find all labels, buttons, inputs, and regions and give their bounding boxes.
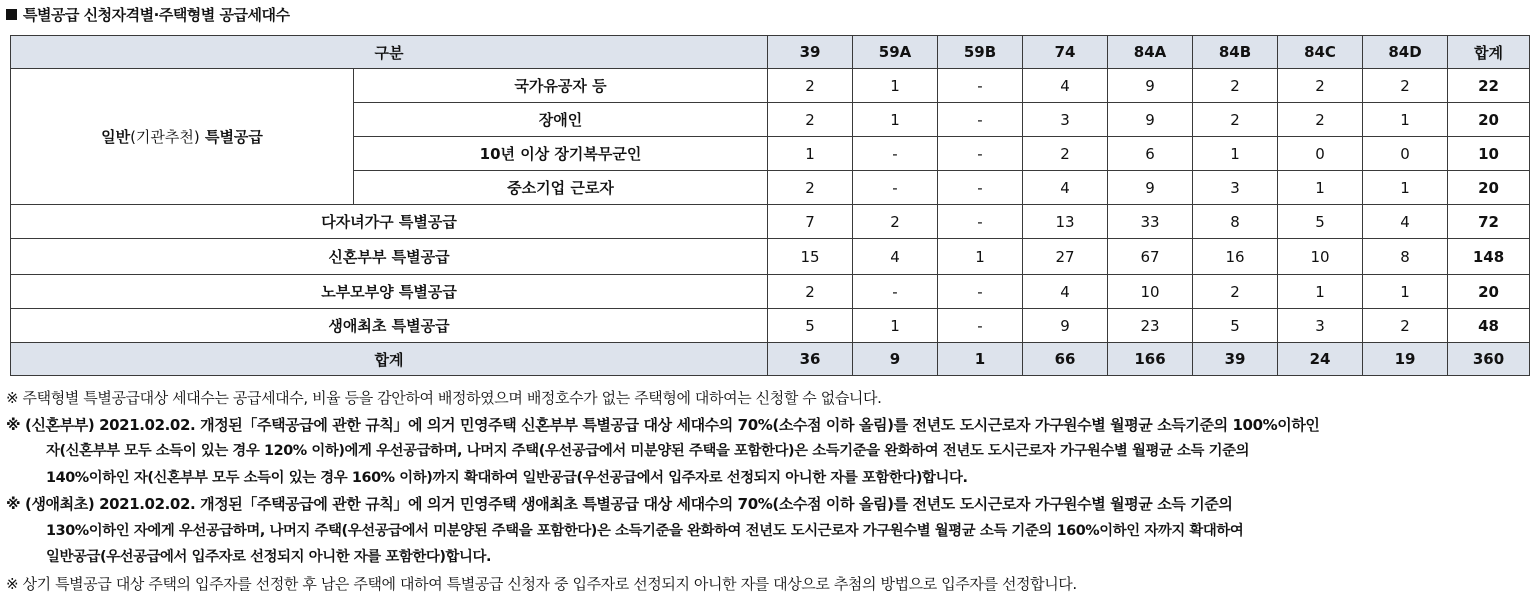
table-cell: 4 <box>1023 69 1108 103</box>
table-cell: - <box>938 171 1023 205</box>
table-cell: 3 <box>1278 309 1363 343</box>
sum-cell: 48 <box>1448 309 1530 343</box>
table-cell: 7 <box>768 205 853 239</box>
table-cell: 10 <box>1278 239 1363 275</box>
table-cell: 2 <box>1278 69 1363 103</box>
table-row <box>11 275 1530 309</box>
group-label-paren: (기관추천) <box>130 128 200 146</box>
note-line: 140%이하인 자(신혼부부 모두 소득이 있는 경우 160% 이하)까지 확대하여 일반공급(우선공급에서 입주자로 선정되지 아니한 자를 포함한다)합니다. <box>46 469 968 486</box>
note-line: ※ (신혼부부) 2021.02.02. 개정된「주택공급에 관한 규칙」에 의거 민영주택 신혼부부 특별공급 대상 세대수의 70%(소수점 이하 올림)를 전년도 도시근로자 가구원수별 월평균 소득기준의 100%이하인 <box>6 415 1320 434</box>
table-cell: 4 <box>1023 275 1108 309</box>
table-cell: 2 <box>768 103 853 137</box>
table-cell: 6 <box>1108 137 1193 171</box>
sum-cell: 10 <box>1448 137 1530 171</box>
square-bullet-icon <box>6 9 17 20</box>
header-cell: 84D <box>1363 36 1448 69</box>
header-cell: 59A <box>853 36 938 69</box>
table-cell: 2 <box>1278 103 1363 137</box>
total-cell: 1 <box>938 343 1023 376</box>
table-cell: 1 <box>853 69 938 103</box>
table-cell: - <box>853 275 938 309</box>
table-cell: 8 <box>1193 205 1278 239</box>
row-label: 중소기업 근로자 <box>354 171 768 205</box>
note-line: 자(신혼부부 모두 소득이 있는 경우 120% 이하)에게 우선공급하며, 나머지 주택(우선공급에서 미분양된 주택을 포함한다)은 소득기준을 완화하여 전년도 도시근로자 가구원수별 월평균 소득 기준의 <box>46 443 1250 459</box>
header-cell: 84A <box>1108 36 1193 69</box>
table-cell: - <box>853 171 938 205</box>
table-cell: 2 <box>1363 69 1448 103</box>
table-cell: 13 <box>1023 205 1108 239</box>
notes <box>6 385 1531 597</box>
table-cell: 2 <box>768 275 853 309</box>
table-cell: - <box>938 275 1023 309</box>
table-cell: 1 <box>1278 171 1363 205</box>
table-cell: 33 <box>1108 205 1193 239</box>
supply-table <box>10 35 1530 376</box>
table-cell: 1 <box>853 309 938 343</box>
table-cell: 2 <box>1193 69 1278 103</box>
table-cell: 0 <box>1278 137 1363 171</box>
table-header-row <box>11 36 1530 69</box>
header-cell: 59B <box>938 36 1023 69</box>
table-cell: 0 <box>1363 137 1448 171</box>
table-cell: 1 <box>1363 275 1448 309</box>
table-cell: 3 <box>1193 171 1278 205</box>
header-cell: 84B <box>1193 36 1278 69</box>
note-line: ※ 주택형별 특별공급대상 세대수는 공급세대수, 비율 등을 감안하여 배정하였으며 배정호수가 없는 주택형에 대하여는 신청할 수 없습니다. <box>6 389 882 407</box>
header-cell: 84C <box>1278 36 1363 69</box>
table-cell: 1 <box>1193 137 1278 171</box>
sum-cell: 20 <box>1448 275 1530 309</box>
header-cell: 39 <box>768 36 853 69</box>
note-line: 일반공급(우선공급에서 입주자로 선정되지 아니한 자를 포함한다)합니다. <box>46 549 492 565</box>
group-label-suffix: 특별공급 <box>199 128 263 146</box>
row-label: 생애최초 특별공급 <box>11 309 768 343</box>
table-cell: 2 <box>1023 137 1108 171</box>
table-row <box>11 239 1530 275</box>
table-cell: - <box>938 69 1023 103</box>
table-row <box>11 309 1530 343</box>
section-title-text: 특별공급 신청자격별·주택형별 공급세대수 <box>23 6 290 24</box>
table-cell: 5 <box>1278 205 1363 239</box>
table-cell: 9 <box>1108 171 1193 205</box>
table-cell: 2 <box>1193 103 1278 137</box>
sum-cell: 20 <box>1448 171 1530 205</box>
sum-cell: 148 <box>1448 239 1530 275</box>
table-cell: 8 <box>1363 239 1448 275</box>
note-line: ※ 상기 특별공급 대상 주택의 입주자를 선정한 후 남은 주택에 대하여 특별공급 신청자 중 입주자로 선정되지 아니한 자를 대상으로 추첨의 방법으로 입주자를 선정합니다. <box>6 574 1077 593</box>
table-cell: 1 <box>938 239 1023 275</box>
note-line: 130%이하인 자에게 우선공급하며, 나머지 주택(우선공급에서 미분양된 주택을 포함한다)은 소득기준을 완화하여 전년도 도시근로자 가구원수별 월평균 소득 기준의 160%이하인 자까지 확대하여 <box>46 522 1244 539</box>
note-line: ※ (생애최초) 2021.02.02. 개정된「주택공급에 관한 규칙」에 의거 민영주택 생애최초 특별공급 대상 세대수의 70%(소수점 이하 올림)를 전년도 도시근로자 가구원수별 월평균 소득 기준의 <box>6 495 1233 513</box>
table-row <box>11 205 1530 239</box>
total-cell: 360 <box>1448 343 1530 376</box>
table-cell: 10 <box>1108 275 1193 309</box>
table-cell: 3 <box>1023 103 1108 137</box>
row-label: 10년 이상 장기복무군인 <box>354 137 768 171</box>
table-cell: 2 <box>853 205 938 239</box>
table-cell: - <box>938 103 1023 137</box>
total-cell: 36 <box>768 343 853 376</box>
note-remaining <box>6 571 1531 598</box>
note-general <box>6 385 1531 412</box>
table-cell: 23 <box>1108 309 1193 343</box>
table-cell: 15 <box>768 239 853 275</box>
table-cell: 1 <box>1363 171 1448 205</box>
total-label: 합계 <box>11 343 768 376</box>
table-cell: 4 <box>1363 205 1448 239</box>
table-cell: 9 <box>1108 103 1193 137</box>
table-cell: 5 <box>768 309 853 343</box>
total-cell: 166 <box>1108 343 1193 376</box>
table-cell: 2 <box>1363 309 1448 343</box>
group-label <box>11 69 354 205</box>
table-cell: 1 <box>1363 103 1448 137</box>
table-cell: 2 <box>768 171 853 205</box>
table-cell: 9 <box>1108 69 1193 103</box>
total-cell: 24 <box>1278 343 1363 376</box>
table-cell: 2 <box>1193 275 1278 309</box>
header-cell: 74 <box>1023 36 1108 69</box>
table-cell: 9 <box>1023 309 1108 343</box>
row-label: 신혼부부 특별공급 <box>11 239 768 275</box>
note-first-home <box>6 491 1531 571</box>
table-cell: 67 <box>1108 239 1193 275</box>
table-cell: 27 <box>1023 239 1108 275</box>
table-cell: 2 <box>768 69 853 103</box>
sum-cell: 22 <box>1448 69 1530 103</box>
total-cell: 9 <box>853 343 938 376</box>
table-cell: - <box>853 137 938 171</box>
header-cell: 합계 <box>1448 36 1530 69</box>
table-cell: 5 <box>1193 309 1278 343</box>
table-cell: 1 <box>768 137 853 171</box>
group-label-main: 일반 <box>101 128 131 146</box>
table-cell: 1 <box>1278 275 1363 309</box>
table-cell: 1 <box>853 103 938 137</box>
row-label: 노부모부양 특별공급 <box>11 275 768 309</box>
sum-cell: 20 <box>1448 103 1530 137</box>
table-cell: - <box>938 205 1023 239</box>
total-cell: 66 <box>1023 343 1108 376</box>
table-cell: - <box>938 137 1023 171</box>
total-cell: 19 <box>1363 343 1448 376</box>
total-cell: 39 <box>1193 343 1278 376</box>
note-newlywed <box>6 412 1531 492</box>
total-row <box>11 343 1530 376</box>
table-cell: 4 <box>853 239 938 275</box>
table-row <box>11 69 1530 103</box>
row-label: 국가유공자 등 <box>354 69 768 103</box>
row-label: 다자녀가구 특별공급 <box>11 205 768 239</box>
table-cell: - <box>938 309 1023 343</box>
section-title <box>6 4 289 25</box>
row-label: 장애인 <box>354 103 768 137</box>
sum-cell: 72 <box>1448 205 1530 239</box>
table-cell: 16 <box>1193 239 1278 275</box>
table-cell: 4 <box>1023 171 1108 205</box>
header-cell: 구분 <box>11 36 768 69</box>
